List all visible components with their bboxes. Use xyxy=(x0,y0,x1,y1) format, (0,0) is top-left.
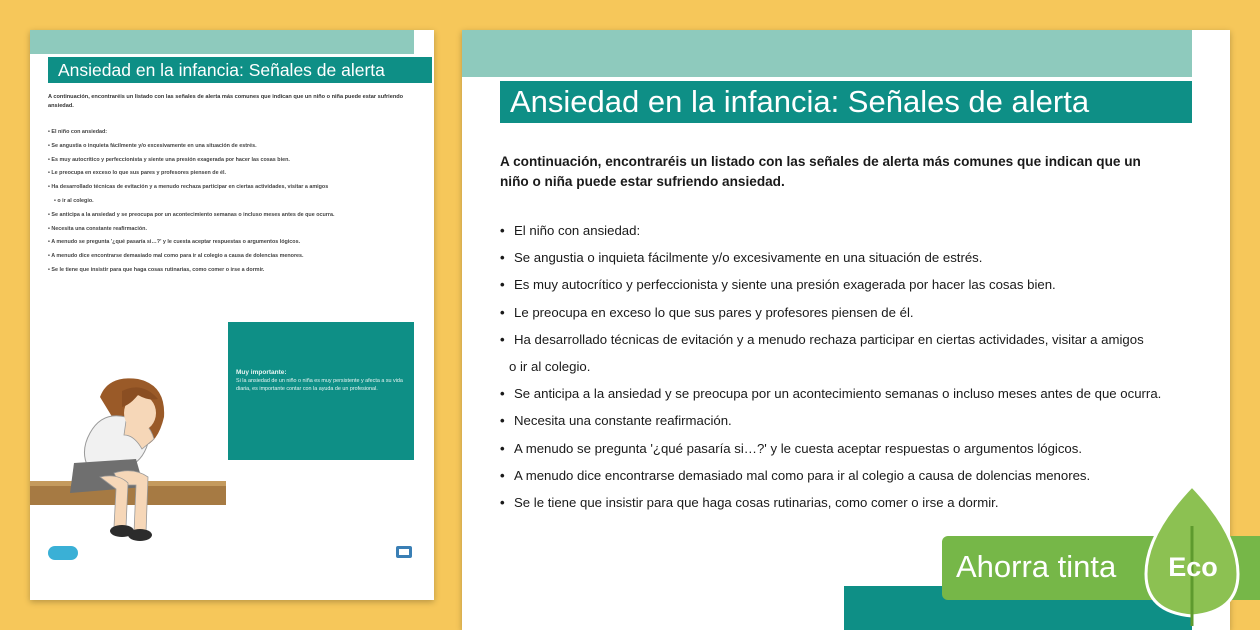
list-item: • Necesita una constante reafirmación. xyxy=(48,223,418,237)
list-item-text: A menudo dice encontrarse demasiado mal como para ir al colegio a causa de dolencias menores. xyxy=(514,467,1091,483)
list-item xyxy=(500,489,1220,516)
bullet-icon: • xyxy=(500,386,505,402)
list-item: • El niño con ansiedad: xyxy=(48,126,418,140)
list-item xyxy=(500,217,1220,244)
header-accent-bar xyxy=(30,30,414,54)
list-item: • Se le tiene que insistir para que haga cosas rutinarias, como comer o irse a dormir. xyxy=(48,264,418,278)
list-item-text: Necesita una constante reafirmación. xyxy=(514,413,732,429)
list-item: • Es muy autocrítico y perfeccionista y siente una presión exagerada por hacer las cosas bien. xyxy=(48,154,418,168)
bullet-icon: • xyxy=(500,440,505,456)
thumbnail-intro: A continuación, encontraréis un listado con las señales de alerta más comunes que indican que un niño o niña puede estar sufriendo ansiedad. xyxy=(48,94,404,109)
list-item: • Se angustia o inquieta fácilmente y/o excesivamente en una situación de estrés. xyxy=(48,140,418,154)
page-title: Ansiedad en la infancia: Señales de alerta xyxy=(500,81,1192,123)
bullet-icon: • xyxy=(500,413,505,429)
thumbnail-title: Ansiedad en la infancia: Señales de alerta xyxy=(48,57,432,83)
bullet-icon: • xyxy=(500,277,505,293)
list-item xyxy=(500,326,1220,353)
bullet-icon: • xyxy=(500,304,505,320)
list-item: • Se anticipa a la ansiedad y se preocupa por un acontecimiento semanas o incluso meses antes de que ocurra. xyxy=(48,209,418,223)
bullet-icon: • xyxy=(500,495,505,511)
list-item: • Le preocupa en exceso lo que sus pares y profesores piensen de él. xyxy=(48,167,418,181)
publisher-logo xyxy=(48,546,78,560)
list-item-text: El niño con ansiedad: xyxy=(514,223,641,238)
thumbnail-signs-list xyxy=(48,126,418,278)
warning-signs-list xyxy=(500,217,1220,516)
list-item xyxy=(500,244,1220,271)
list-item-text: Es muy autocrítico y perfeccionista y siente una presión exagerada por hacer las cosas bien. xyxy=(514,277,1056,293)
bullet-icon: • xyxy=(500,467,505,483)
bullet-icon: • xyxy=(500,223,505,238)
document-preview-thumbnail xyxy=(30,30,434,600)
list-item: • A menudo se pregunta '¿qué pasaría si…?' y le cuesta aceptar respuestas o argumentos lógicos. xyxy=(48,236,418,250)
list-item-text: Se angustia o inquieta fácilmente y/o excesivamente en una situación de estrés. xyxy=(514,250,983,266)
list-item-text: Se le tiene que insistir para que haga cosas rutinarias, como comer o irse a dormir. xyxy=(514,495,999,511)
list-item xyxy=(500,435,1220,462)
eco-leaf-label: Eco xyxy=(1168,552,1218,582)
sad-child-illustration xyxy=(30,355,230,545)
list-item-text: Se anticipa a la ansiedad y se preocupa por un acontecimiento semanas o incluso meses antes de que ocurra. xyxy=(514,386,1162,402)
list-item: • o ir al colegio. xyxy=(48,195,418,209)
list-item-text: Le preocupa en exceso lo que sus pares y profesores piensen de él. xyxy=(514,304,914,320)
list-item-text: A menudo se pregunta '¿qué pasaría si…?' y le cuesta aceptar respuestas o argumentos lógicos. xyxy=(514,440,1083,456)
list-item: • A menudo dice encontrarse demasiado mal como para ir al colegio a causa de dolencias menores. xyxy=(48,250,418,264)
note-title: Muy importante: xyxy=(236,369,287,376)
bullet-icon: • xyxy=(500,250,505,266)
list-item xyxy=(500,299,1220,326)
important-note-box xyxy=(228,322,414,460)
resource-icon xyxy=(394,542,414,562)
note-text: Si la ansiedad de un niño o niña es muy persistente y afecta a su vida diaria, es importante contar con la ayuda de un profesional. xyxy=(236,378,403,392)
eco-badge-label: Ahorra tinta xyxy=(956,549,1117,584)
list-item xyxy=(500,407,1220,434)
list-item: • Ha desarrollado técnicas de evitación y a menudo rechaza participar en ciertas actividades, visitar a amigos xyxy=(48,181,418,195)
bullet-icon: • xyxy=(500,331,505,347)
list-item xyxy=(500,380,1220,407)
list-item xyxy=(500,462,1220,489)
intro-line: A continuación, encontraréis un listado con las señales de alerta más comunes que indican que un xyxy=(500,154,1141,169)
intro-paragraph xyxy=(500,152,1200,192)
list-item-text: o ir al colegio. xyxy=(509,359,591,375)
list-item-continuation xyxy=(500,353,1220,380)
list-item-text: Ha desarrollado técnicas de evitación y a menudo rechaza participar en ciertas actividades, visitar a amigos xyxy=(514,331,1144,347)
header-accent-bar xyxy=(462,30,1192,77)
intro-line: niño o niña puede estar sufriendo ansiedad. xyxy=(500,174,785,189)
list-item xyxy=(500,271,1220,298)
